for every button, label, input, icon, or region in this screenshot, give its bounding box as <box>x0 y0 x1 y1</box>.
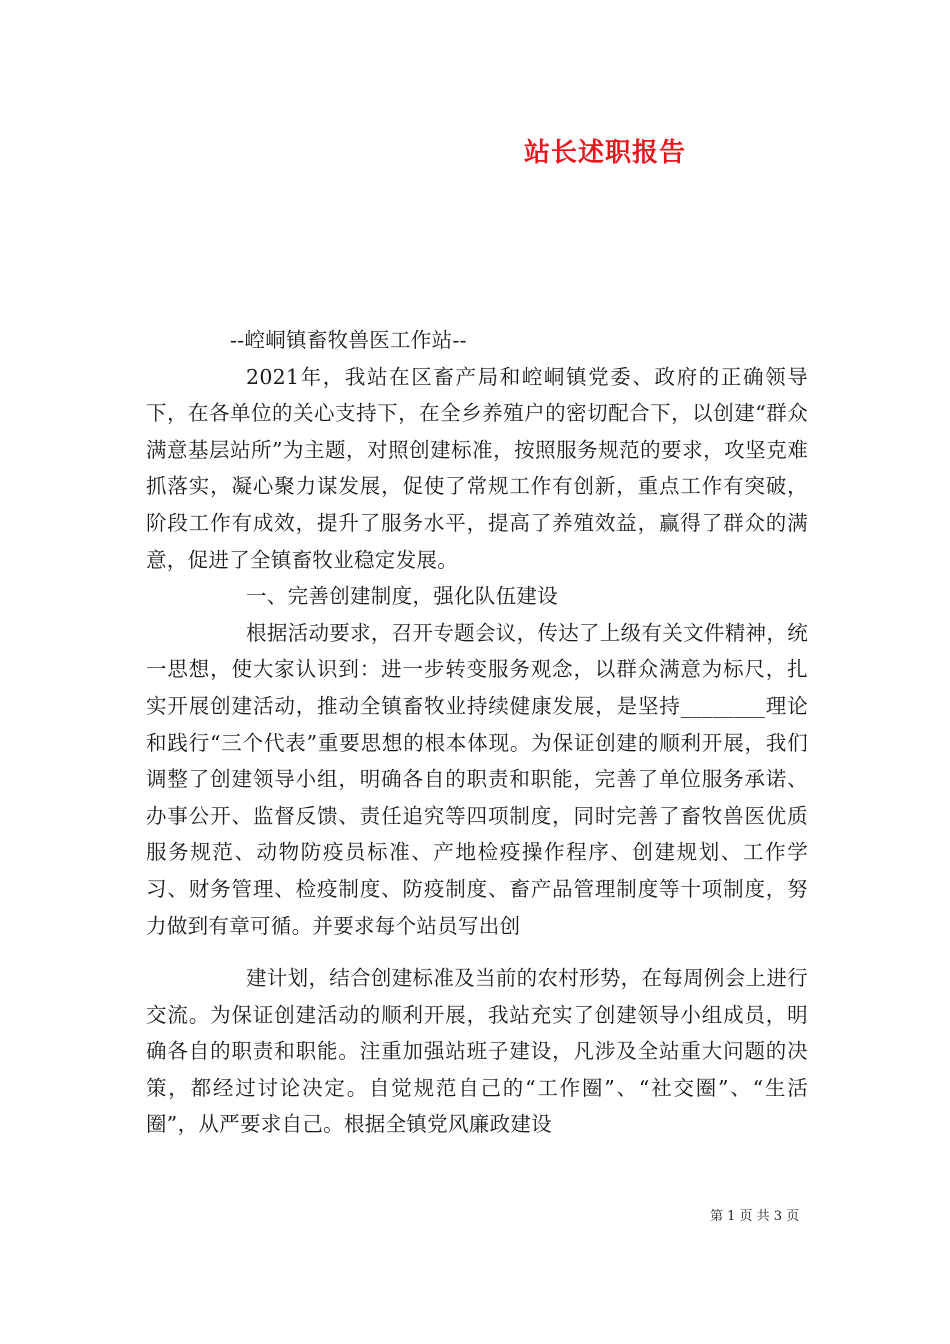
section-heading-1: 一、完善创建制度，强化队伍建设 <box>246 584 558 609</box>
paragraph-intro: 2021年，我站在区畜产局和崆峒镇党委、政府的正确领导下，在各单位的关心支持下，在全乡养殖户的密切配合下，以创建“群众满意基层站所”为主题，对照创建标准，按照服务规范的要求，攻坚克难抓落实，凝心聚力谋发展，促使了常规工作有创新，重点工作有突破，阶段工作有成效，提升了服务水平，提高了养殖效益，赢得了群众的满意，促进了全镇畜牧业稳定发展。 <box>146 364 808 572</box>
document-subtitle: --崆峒镇畜牧兽医工作站-- <box>230 328 467 352</box>
paragraph-section-1-continued: 建计划，结合创建标准及当前的农村形势，在每周例会上进行交流。为保证创建活动的顺利开展，我站充实了创建领导小组成员，明确各自的职责和职能。注重加强站班子建设，凡涉及全站重大问题的决策，都经过讨论决定。自觉规范自己的“工作圈”、“社交圈”、“生活圈”，从严要求自己。根据全镇党风廉政建设 <box>146 966 808 1137</box>
document-title: 站长述职报告 <box>523 138 686 168</box>
paragraph-section-1: 根据活动要求，召开专题会议，传达了上级有关文件精神，统一思想，使大家认识到：进一步转变服务观念，以群众满意为标尺，扎实开展创建活动，推动全镇畜牧业持续健康发展，是坚持________理论和践行“三个代表”重要思想的根本体现。为保证创建的顺利开展，我们调整了创建领导小组，明确各自的职责和职能，完善了单位服务承诺、办事公开、监督反馈、责任追究等四项制度，同时完善了畜牧兽医优质服务规范、动物防疫员标准、产地检疫操作程序、创建规划、工作学习、财务管理、检疫制度、防疫制度、畜产品管理制度等十项制度，努力做到有章可循。并要求每个站员写出创 <box>146 620 808 938</box>
document-body-page-continued <box>146 960 808 1143</box>
document-body-page-top <box>146 322 808 944</box>
page-number: 第 1 页 共 3 页 <box>710 1209 800 1224</box>
